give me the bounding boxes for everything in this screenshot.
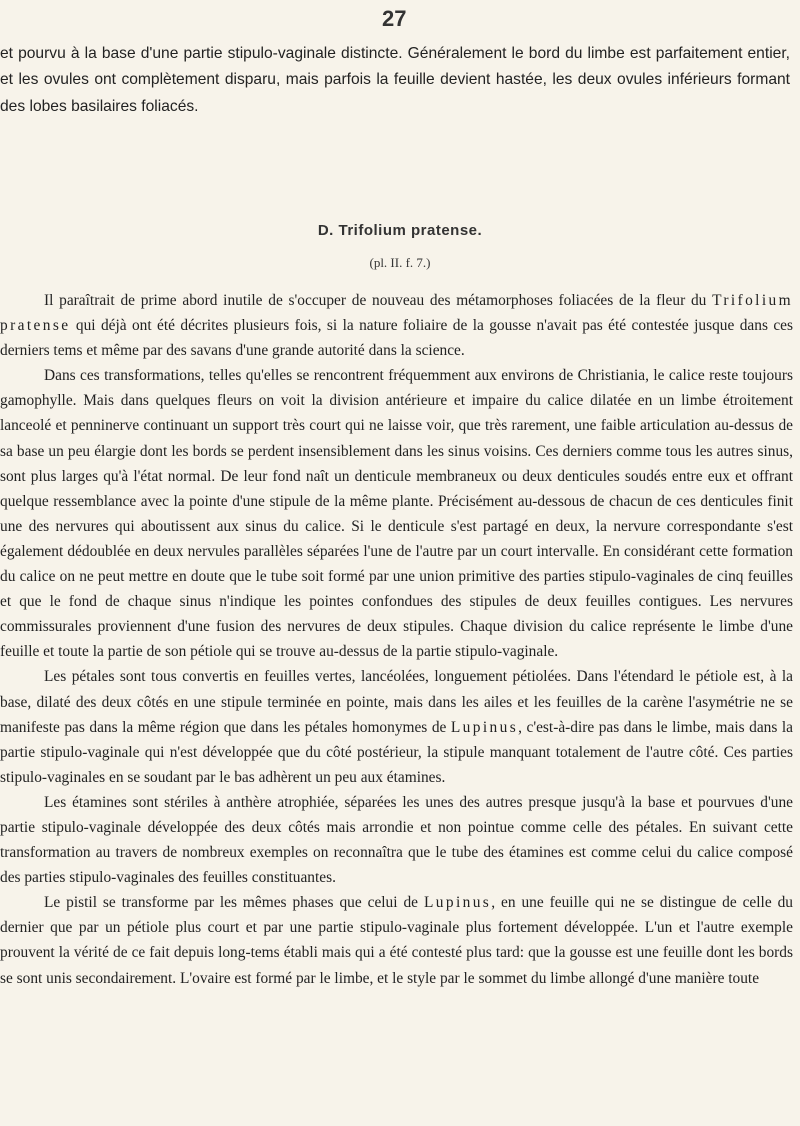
species-name: Trifolium pratense — [0, 292, 793, 335]
paragraph-3: Les pétales sont tous convertis en feuilles vertes, lancéolées, longuement pétiolées. Dans l'étendard le pétiole est, à la base, dilaté des deux côtés en une stipule terminée en pointe, mais dans les ailes et les feuilles de la carène l'asymétrie ne se manifeste pas dans la même région que dans les pétales homonymes de Lupinus, c'est-à-dire pas dans le limbe, mais dans la partie stipulo-vaginale qui n'est développée que du côté postérieur, la stipule manquant totalement de l'autre côté. Ces parties stipulo-vaginales en se soudant par le bas adhèrent un peu aux étamines. — [0, 668, 793, 786]
plate-reference: (pl. II. f. 7.) — [369, 255, 431, 270]
species-name: Lupinus — [423, 894, 492, 912]
intro-paragraph: et pourvu à la base d'une partie stipulo-vaginale distincte. Généralement le bord du limbe est parfaitement entier, et les ovules ont complètement disparu, mais parfois la feuille devient hastée, les deux ovules inférieurs formant des lobes basilaires foliacés. — [0, 45, 790, 115]
page-number: 27 — [382, 6, 407, 31]
species-name: Lupinus — [450, 718, 519, 736]
body-text — [0, 288, 793, 991]
paragraph-5: Le pistil se transforme par les mêmes phases que celui de Lupinus, en une feuille qui ne se distingue de celle du dernier que par un pétiole plus court et par une partie stipulo-vaginale plus fortement développée. L'un et l'autre exemple prouvent la vérité de ce fait depuis long-tems établi mais qui a été contesté plus tard: que la gousse est une feuille dont les bords se sont unis secondairement. L'ovaire est formé par le limbe, et le style par le sommet du limbe allongé d'une manière toute — [0, 894, 793, 987]
paragraph-2: Dans ces transformations, telles qu'elles se rencontrent fréquemment aux environs de Christiania, le calice reste toujours gamophylle. Mais dans quelques fleurs on voit la division antérieure et impaire du calice dilatée en un limbe étroitement lanceolé et penninerve continuant un support très court qui ne laisse voir, que très rarement, une faible articulation au-dessus de sa base un peu élargie dont les bords se perdent insensiblement dans les sinus voisins. Ces derniers comme tous les autres sinus, sont plus larges qu'à l'état normal. De leur fond naît un denticule membraneux ou deux denticules soudés entre eux et offrant quelque ressemblance avec la pointe d'une stipule de la même plante. Précisément au-dessous de chacun de ces denticules finit une des nervures qui aboutissent aux sinus du calice. Si le denticule s'est partagé en deux, la nervure correspondante s'est également dédoublée en deux nervules parallèles séparées l'une de l'autre par un court intervalle. En considérant cette formation du calice on ne peut mettre en doute que le tube soit formé par une union primitive des parties stipulo-vaginales de cinq feuilles et que le fond de chaque sinus n'indique les pointes confondues des stipules de deux feuilles contigues. Les nervures commissurales proviennent d'une fusion des nervures de deux stipules. Chaque division du calice représente le limbe d'une feuille et toute la partie de son pétiole qui se trouve au-dessus de la partie stipulo-vaginale. — [0, 367, 793, 661]
paragraph-1: Il paraîtrait de prime abord inutile de s'occuper de nouveau des métamorphoses foliacées de la fleur du Trifolium pratense qui déjà ont été décrites plusieurs fois, si la nature foliaire de la gousse n'avait pas été contestée jusque dans ces derniers tems et même par des savans d'une grande autorité dans la science. — [0, 292, 793, 360]
section-heading: D. Trifolium pratense. — [317, 222, 483, 239]
paragraph-4: Les étamines sont stériles à anthère atrophiée, séparées les unes des autres presque jusqu'à la base et pourvues d'une partie stipulo-vaginale développée des deux côtés mais arrondie et non pointue comme celle des pétales. En suivant cette transformation au travers de nombreux exemples on reconnaîtra que le tube des étamines est comme celui du calice composé des parties stipulo-vaginales des feuilles constituantes. — [0, 793, 793, 887]
